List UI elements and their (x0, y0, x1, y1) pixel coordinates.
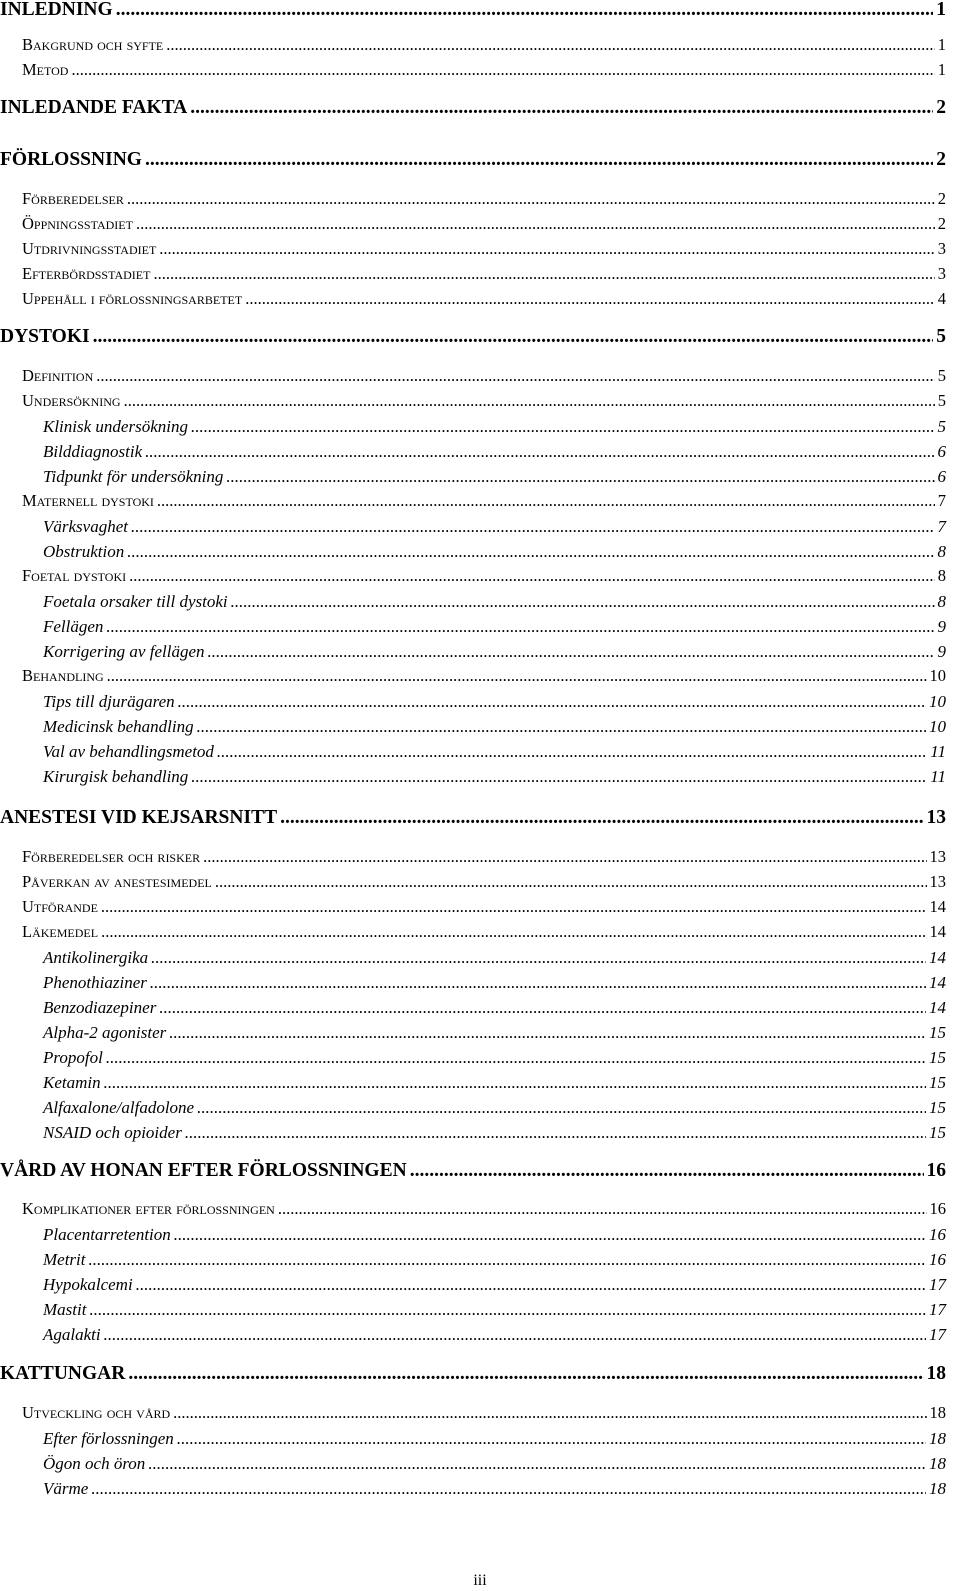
dot-leader (128, 1364, 923, 1384)
toc-entry[interactable] (43, 1024, 946, 1041)
toc-entry-title: Alpha-2 agonister (43, 1023, 167, 1042)
toc-entry[interactable] (43, 693, 946, 710)
dot-leader (124, 393, 935, 410)
toc-entry[interactable] (43, 718, 946, 735)
toc-entry-title: Obstruktion (43, 542, 125, 561)
toc-entry-title: Läkemedel (22, 922, 99, 941)
toc-entry-title: Uppehåll i förlossningsarbetet (22, 289, 243, 308)
dot-leader (410, 1161, 924, 1181)
toc-entry-page-number: 17 (929, 1325, 946, 1344)
toc-entry-page-number: 1 (937, 35, 946, 54)
toc-entry[interactable] (22, 1405, 946, 1422)
toc-entry-page-number: 11 (930, 767, 946, 786)
toc-entry[interactable] (22, 37, 946, 54)
dot-leader (280, 808, 923, 828)
toc-entry-page-number: 17 (929, 1300, 946, 1319)
toc-entry[interactable] (0, 808, 946, 828)
dot-leader (127, 191, 935, 208)
dot-leader (203, 849, 926, 866)
toc-entry-page-number: 8 (937, 542, 946, 561)
toc-entry[interactable] (43, 743, 946, 760)
toc-entry-title: Förberedelser (22, 189, 124, 208)
dot-leader (177, 1430, 926, 1447)
toc-entry-page-number: 4 (937, 289, 946, 308)
dot-leader (174, 1226, 926, 1243)
toc-entry-title: Propofol (43, 1048, 103, 1067)
toc-entry-page-number: 14 (929, 973, 946, 992)
toc-entry-title: Medicinsk behandling (43, 717, 194, 736)
dot-leader (106, 618, 934, 635)
toc-entry[interactable] (22, 191, 946, 208)
toc-entry[interactable] (22, 1201, 946, 1218)
dot-leader (226, 468, 934, 485)
toc-entry-title: Utveckling och vård (22, 1403, 171, 1422)
toc-entry[interactable] (43, 1455, 946, 1472)
dot-leader (107, 668, 927, 685)
toc-entry-title: Phenothiaziner (43, 973, 147, 992)
toc-entry-page-number: 16 (929, 1250, 946, 1269)
dot-leader (197, 1099, 926, 1116)
toc-entry-page-number: 10 (929, 666, 946, 685)
toc-entry[interactable] (22, 266, 946, 283)
toc-entry[interactable] (22, 493, 946, 510)
toc-entry[interactable] (22, 849, 946, 866)
toc-entry-title: Bakgrund och syfte (22, 35, 164, 54)
dot-leader (150, 974, 926, 991)
toc-entry[interactable] (22, 874, 946, 891)
toc-entry-page-number: 3 (937, 239, 946, 258)
toc-entry[interactable] (22, 291, 946, 308)
toc-entry-page-number: 6 (937, 442, 946, 461)
dot-leader (245, 291, 935, 308)
dot-leader (173, 1405, 926, 1422)
toc-entry[interactable] (22, 368, 946, 385)
toc-entry-title: Foetala orsaker till dystoki (43, 592, 228, 611)
dot-leader (169, 1024, 926, 1041)
toc-entry-page-number: 2 (936, 149, 946, 170)
toc-entry-title: Efterbördsstadiet (22, 264, 151, 283)
toc-entry[interactable] (0, 1161, 946, 1181)
toc-entry-page-number: 14 (929, 897, 946, 916)
toc-entry-page-number: 5 (937, 366, 946, 385)
toc-entry[interactable] (0, 1364, 946, 1384)
toc-entry[interactable] (22, 62, 946, 79)
toc-entry[interactable] (0, 327, 946, 347)
toc-entry-title: INLEDANDE FAKTA (0, 97, 188, 118)
toc-entry-title: ANESTESI VID KEJSARSNITT (0, 807, 278, 828)
dot-leader (197, 718, 926, 735)
dot-leader (104, 1074, 926, 1091)
dot-leader (217, 743, 927, 760)
dot-leader (159, 999, 926, 1016)
toc-entry-page-number: 7 (937, 491, 946, 510)
toc-entry-title: Utdrivningsstadiet (22, 239, 157, 258)
toc-entry-page-number: 18 (929, 1479, 946, 1498)
toc-entry-page-number: 11 (930, 742, 946, 761)
toc-entry-title: Alfaxalone/alfadolone (43, 1098, 195, 1117)
toc-entry-page-number: 14 (929, 922, 946, 941)
toc-entry[interactable] (43, 593, 946, 610)
dot-leader (207, 643, 934, 660)
toc-entry-page-number: 1 (937, 60, 946, 79)
toc-entry[interactable] (0, 0, 946, 20)
toc-entry-title: Klinisk undersökning (43, 417, 188, 436)
toc-entry-title: Värksvaghet (43, 517, 128, 536)
dot-leader (157, 493, 935, 510)
toc-entry-page-number: 2 (937, 189, 946, 208)
dot-leader (129, 568, 935, 585)
toc-entry-page-number: 5 (936, 326, 946, 347)
toc-entry[interactable] (43, 1251, 946, 1268)
dot-leader (131, 518, 935, 535)
toc-entry-page-number: 16 (929, 1225, 946, 1244)
toc-entry-title: Agalakti (43, 1325, 101, 1344)
toc-entry[interactable] (43, 949, 946, 966)
toc-entry-page-number: 14 (929, 948, 946, 967)
toc-entry-title: KATTUNGAR (0, 1363, 126, 1384)
toc-entry-title: Förberedelser och risker (22, 847, 201, 866)
toc-entry-title: INLEDNING (0, 0, 113, 20)
dot-leader (278, 1201, 927, 1218)
toc-entry-page-number: 2 (937, 214, 946, 233)
toc-entry[interactable] (22, 924, 946, 941)
toc-entry[interactable] (22, 393, 946, 410)
toc-entry[interactable] (43, 543, 946, 560)
toc-entry[interactable] (43, 768, 946, 785)
toc-entry-page-number: 16 (926, 1160, 946, 1181)
toc-entry-title: Foetal dystoki (22, 566, 127, 585)
toc-entry[interactable] (43, 618, 946, 635)
dot-leader (89, 1301, 926, 1318)
toc-entry-page-number: 14 (929, 998, 946, 1017)
toc-entry-title: Antikolinergika (43, 948, 149, 967)
dot-leader (215, 874, 927, 891)
toc-entry-page-number: 6 (937, 467, 946, 486)
dot-leader (91, 1480, 926, 1497)
toc-entry-page-number: 13 (926, 807, 946, 828)
dot-leader (89, 1251, 927, 1268)
toc-entry[interactable] (43, 999, 946, 1016)
page-number: iii (473, 1572, 487, 1589)
toc-entry-page-number: 9 (937, 642, 946, 661)
dot-leader (127, 543, 934, 560)
toc-entry-title: Ketamin (43, 1073, 101, 1092)
toc-entry[interactable] (43, 974, 946, 991)
toc-entry[interactable] (43, 443, 946, 460)
toc-entry-page-number: 16 (929, 1199, 946, 1218)
toc-entry-page-number: 18 (926, 1363, 946, 1384)
toc-entry-title: Efter förlossningen (43, 1429, 174, 1448)
toc-entry-title: Maternell dystoki (22, 491, 154, 510)
toc-entry[interactable] (43, 1480, 946, 1497)
toc-entry-title: Val av behandlingsmetod (43, 742, 214, 761)
toc-entry[interactable] (0, 150, 946, 170)
toc-entry-title: VÅRD AV HONAN EFTER FÖRLOSSNINGEN (0, 1160, 407, 1181)
toc-entry-page-number: 3 (937, 264, 946, 283)
toc-entry-title: Bilddiagnostik (43, 442, 143, 461)
toc-entry-title: Metod (22, 60, 69, 79)
toc-entry-title: Tips till djurägaren (43, 692, 175, 711)
dot-leader (148, 1455, 926, 1472)
toc-entry-page-number: 18 (929, 1429, 946, 1448)
toc-entry-title: Ögon och öron (43, 1454, 146, 1473)
dot-leader (116, 0, 934, 20)
dot-leader (151, 949, 926, 966)
toc-entry-page-number: 10 (929, 717, 946, 736)
toc-entry[interactable] (43, 1074, 946, 1091)
dot-leader (106, 1049, 926, 1066)
toc-entry[interactable] (43, 418, 946, 435)
dot-leader (153, 266, 934, 283)
dot-leader (166, 37, 934, 54)
dot-leader (104, 1326, 926, 1343)
dot-leader (185, 1124, 926, 1141)
toc-entry[interactable] (22, 668, 946, 685)
toc-entry-page-number: 8 (937, 592, 946, 611)
toc-entry-page-number: 18 (929, 1403, 946, 1422)
dot-leader (145, 443, 934, 460)
toc-entry-title: Korrigering av fellägen (43, 642, 205, 661)
dot-leader (96, 368, 935, 385)
toc-entry[interactable] (43, 1099, 946, 1116)
toc-entry-page-number: 18 (929, 1454, 946, 1473)
toc-entry[interactable] (22, 216, 946, 233)
toc-entry[interactable] (43, 1124, 946, 1141)
toc-entry-title: Värme (43, 1479, 89, 1498)
toc-entry[interactable] (43, 1276, 946, 1293)
dot-leader (136, 216, 935, 233)
toc-entry[interactable] (43, 1301, 946, 1318)
toc-entry-title: Komplikationer efter förlossningen (22, 1199, 275, 1218)
toc-entry[interactable] (22, 568, 946, 585)
toc-entry[interactable] (22, 899, 946, 916)
toc-entry-title: NSAID och opioider (43, 1123, 182, 1142)
toc-entry-page-number: 8 (937, 566, 946, 585)
toc-entry-page-number: 5 (937, 391, 946, 410)
dot-leader (191, 768, 927, 785)
toc-entry-title: Mastit (43, 1300, 87, 1319)
toc-entry[interactable] (0, 98, 946, 118)
toc-entry[interactable] (43, 1226, 946, 1243)
toc-entry-page-number: 10 (929, 692, 946, 711)
toc-entry-page-number: 15 (929, 1023, 946, 1042)
toc-entry-title: Fellägen (43, 617, 104, 636)
toc-entry-title: Utförande (22, 897, 98, 916)
dot-leader (71, 62, 934, 79)
toc-entry-page-number: 1 (936, 0, 946, 20)
toc-entry-title: FÖRLOSSNING (0, 149, 142, 170)
dot-leader (93, 327, 934, 347)
toc-entry[interactable] (43, 1430, 946, 1447)
toc-entry[interactable] (43, 518, 946, 535)
toc-entry-title: Hypokalcemi (43, 1275, 133, 1294)
toc-entry-page-number: 17 (929, 1275, 946, 1294)
toc-entry-title: Undersökning (22, 391, 121, 410)
toc-entry[interactable] (43, 643, 946, 660)
toc-entry-page-number: 13 (929, 847, 946, 866)
dot-leader (159, 241, 934, 258)
toc-entry-title: DYSTOKI (0, 326, 90, 347)
toc-entry-page-number: 2 (936, 97, 946, 118)
toc-entry-page-number: 7 (937, 517, 946, 536)
toc-entry-title: Behandling (22, 666, 104, 685)
toc-entry-title: Placentarretention (43, 1225, 171, 1244)
toc-entry-title: Påverkan av anestesimedel (22, 872, 212, 891)
toc-entry-page-number: 15 (929, 1098, 946, 1117)
toc-entry-title: Metrit (43, 1250, 86, 1269)
toc-entry-title: Öppningsstadiet (22, 214, 133, 233)
toc-entry[interactable] (43, 468, 946, 485)
dot-leader (231, 593, 935, 610)
toc-entry[interactable] (43, 1049, 946, 1066)
dot-leader (145, 150, 933, 170)
toc-entry-title: Kirurgisk behandling (43, 767, 189, 786)
toc-entry[interactable] (22, 241, 946, 258)
toc-entry-page-number: 15 (929, 1123, 946, 1142)
toc-entry-title: Benzodiazepiner (43, 998, 157, 1017)
dot-leader (191, 418, 935, 435)
toc-entry-page-number: 5 (937, 417, 946, 436)
toc-entry-page-number: 15 (929, 1048, 946, 1067)
dot-leader (178, 693, 926, 710)
toc-entry-page-number: 15 (929, 1073, 946, 1092)
dot-leader (101, 899, 927, 916)
dot-leader (101, 924, 926, 941)
toc-entry-page-number: 13 (929, 872, 946, 891)
toc-entry-page-number: 9 (937, 617, 946, 636)
toc-entry-title: Definition (22, 366, 94, 385)
dot-leader (190, 98, 933, 118)
dot-leader (136, 1276, 926, 1293)
toc-entry[interactable] (43, 1326, 946, 1343)
toc-entry-title: Tidpunkt för undersökning (43, 467, 224, 486)
